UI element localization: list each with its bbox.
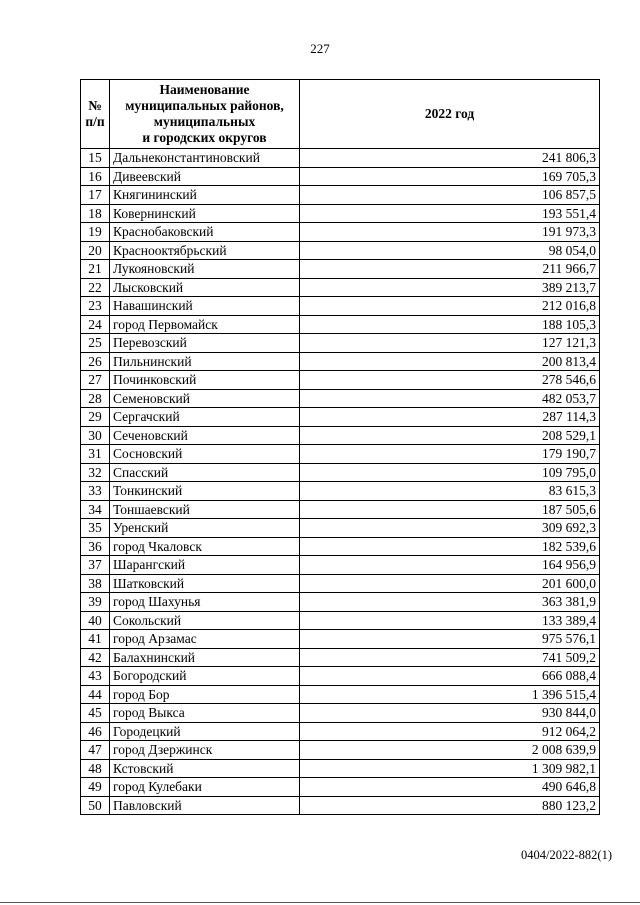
row-name: Павловский	[110, 796, 300, 815]
row-number: 44	[81, 685, 110, 704]
header-name-line1: Наименование	[159, 82, 250, 97]
table-row	[81, 500, 600, 519]
table-row	[81, 389, 600, 408]
row-name: Сокольский	[110, 611, 300, 630]
row-number: 48	[81, 759, 110, 778]
row-number: 31	[81, 445, 110, 464]
row-name: Сосновский	[110, 445, 300, 464]
row-name: Богородский	[110, 667, 300, 686]
header-name	[110, 80, 300, 149]
row-value: 212 016,8	[300, 297, 600, 316]
row-name: Сеченовский	[110, 426, 300, 445]
row-number: 23	[81, 297, 110, 316]
header-number	[81, 80, 110, 149]
row-value: 241 806,3	[300, 149, 600, 168]
table-row	[81, 593, 600, 612]
row-value: 666 088,4	[300, 667, 600, 686]
document-code: 0404/2022-882(1)	[521, 848, 612, 862]
row-number: 22	[81, 278, 110, 297]
row-value: 490 646,8	[300, 778, 600, 797]
row-number: 49	[81, 778, 110, 797]
row-name: Перевозский	[110, 334, 300, 353]
row-value: 106 857,5	[300, 186, 600, 205]
row-value: 1 396 515,4	[300, 685, 600, 704]
table-row	[81, 519, 600, 538]
row-number: 20	[81, 241, 110, 260]
row-value: 133 389,4	[300, 611, 600, 630]
row-value: 201 600,0	[300, 574, 600, 593]
row-name: Уренский	[110, 519, 300, 538]
row-value: 975 576,1	[300, 630, 600, 649]
row-number: 36	[81, 537, 110, 556]
row-value: 200 813,4	[300, 352, 600, 371]
row-name: город Арзамас	[110, 630, 300, 649]
table-header-row	[81, 80, 600, 149]
row-name: Дальнеконстантиновский	[110, 149, 300, 168]
row-value: 930 844,0	[300, 704, 600, 723]
table-row	[81, 352, 600, 371]
row-name: Городецкий	[110, 722, 300, 741]
row-value: 389 213,7	[300, 278, 600, 297]
row-name: Шатковский	[110, 574, 300, 593]
row-number: 42	[81, 648, 110, 667]
row-value: 211 966,7	[300, 260, 600, 279]
row-name: Кстовский	[110, 759, 300, 778]
row-number: 38	[81, 574, 110, 593]
row-number: 45	[81, 704, 110, 723]
row-number: 18	[81, 204, 110, 223]
row-value: 880 123,2	[300, 796, 600, 815]
row-number: 27	[81, 371, 110, 390]
row-number: 39	[81, 593, 110, 612]
row-number: 33	[81, 482, 110, 501]
row-name: город Кулебаки	[110, 778, 300, 797]
row-name: Починковский	[110, 371, 300, 390]
row-name: город Бор	[110, 685, 300, 704]
row-name: Краснооктябрьский	[110, 241, 300, 260]
row-number: 26	[81, 352, 110, 371]
table-body	[81, 149, 600, 815]
table-row	[81, 556, 600, 575]
table-row	[81, 426, 600, 445]
row-value: 188 105,3	[300, 315, 600, 334]
header-name-line4: и городских округов	[142, 130, 267, 145]
row-number: 17	[81, 186, 110, 205]
row-name: город Дзержинск	[110, 741, 300, 760]
table-row	[81, 630, 600, 649]
row-number: 28	[81, 389, 110, 408]
header-year: 2022 год	[300, 80, 600, 149]
row-value: 187 505,6	[300, 500, 600, 519]
table-row	[81, 722, 600, 741]
row-name: Ковернинский	[110, 204, 300, 223]
row-number: 32	[81, 463, 110, 482]
table-row	[81, 648, 600, 667]
row-name: город Первомайск	[110, 315, 300, 334]
header-number-line2: п/п	[85, 114, 105, 129]
row-number: 41	[81, 630, 110, 649]
table-row	[81, 482, 600, 501]
table-row	[81, 167, 600, 186]
row-number: 21	[81, 260, 110, 279]
row-value: 912 064,2	[300, 722, 600, 741]
row-name: Спасский	[110, 463, 300, 482]
row-name: Тонкинский	[110, 482, 300, 501]
table-row	[81, 611, 600, 630]
row-number: 15	[81, 149, 110, 168]
row-name: Семеновский	[110, 389, 300, 408]
row-number: 43	[81, 667, 110, 686]
table-row	[81, 537, 600, 556]
row-number: 50	[81, 796, 110, 815]
table-row	[81, 685, 600, 704]
row-name: Тоншаевский	[110, 500, 300, 519]
row-name: Балахнинский	[110, 648, 300, 667]
table-row	[81, 334, 600, 353]
row-value: 98 054,0	[300, 241, 600, 260]
row-name: Лукояновский	[110, 260, 300, 279]
row-value: 83 615,3	[300, 482, 600, 501]
table-row	[81, 278, 600, 297]
table-row	[81, 778, 600, 797]
row-number: 46	[81, 722, 110, 741]
table-row	[81, 371, 600, 390]
row-number: 24	[81, 315, 110, 334]
row-value: 109 795,0	[300, 463, 600, 482]
header-number-line1: №	[88, 98, 102, 113]
table-row	[81, 408, 600, 427]
page-bottom-divider	[0, 902, 640, 903]
table-row	[81, 186, 600, 205]
row-number: 35	[81, 519, 110, 538]
row-name: Шарангский	[110, 556, 300, 575]
row-value: 169 705,3	[300, 167, 600, 186]
header-name-line2: муниципальных районов,	[125, 98, 284, 113]
row-name: Краснобаковский	[110, 223, 300, 242]
municipal-budget-table	[80, 79, 600, 815]
table-row	[81, 260, 600, 279]
row-value: 208 529,1	[300, 426, 600, 445]
row-name: город Чкаловск	[110, 537, 300, 556]
table-row	[81, 741, 600, 760]
row-value: 164 956,9	[300, 556, 600, 575]
row-value: 2 008 639,9	[300, 741, 600, 760]
row-name: Княгининский	[110, 186, 300, 205]
row-number: 37	[81, 556, 110, 575]
table-row	[81, 796, 600, 815]
row-value: 193 551,4	[300, 204, 600, 223]
table-row	[81, 667, 600, 686]
header-name-line3: муниципальных	[153, 114, 256, 129]
table-row	[81, 297, 600, 316]
table-row	[81, 574, 600, 593]
table-row	[81, 445, 600, 464]
row-value: 191 973,3	[300, 223, 600, 242]
page-number: 227	[310, 41, 330, 56]
table-row	[81, 149, 600, 168]
row-number: 25	[81, 334, 110, 353]
row-value: 482 053,7	[300, 389, 600, 408]
table-row	[81, 241, 600, 260]
table-row	[81, 223, 600, 242]
table-row	[81, 315, 600, 334]
row-value: 179 190,7	[300, 445, 600, 464]
row-value: 182 539,6	[300, 537, 600, 556]
row-name: Пильнинский	[110, 352, 300, 371]
row-name: Навашинский	[110, 297, 300, 316]
row-value: 741 509,2	[300, 648, 600, 667]
row-number: 29	[81, 408, 110, 427]
row-name: Сергачский	[110, 408, 300, 427]
row-value: 309 692,3	[300, 519, 600, 538]
row-number: 16	[81, 167, 110, 186]
table-row	[81, 704, 600, 723]
row-name: город Шахунья	[110, 593, 300, 612]
row-number: 47	[81, 741, 110, 760]
row-number: 40	[81, 611, 110, 630]
row-value: 278 546,6	[300, 371, 600, 390]
table-row	[81, 204, 600, 223]
row-number: 34	[81, 500, 110, 519]
table-row	[81, 463, 600, 482]
row-number: 19	[81, 223, 110, 242]
row-name: Дивеевский	[110, 167, 300, 186]
row-value: 1 309 982,1	[300, 759, 600, 778]
row-name: Лысковский	[110, 278, 300, 297]
row-name: город Выкса	[110, 704, 300, 723]
row-value: 127 121,3	[300, 334, 600, 353]
row-number: 30	[81, 426, 110, 445]
row-value: 287 114,3	[300, 408, 600, 427]
row-value: 363 381,9	[300, 593, 600, 612]
table-row	[81, 759, 600, 778]
